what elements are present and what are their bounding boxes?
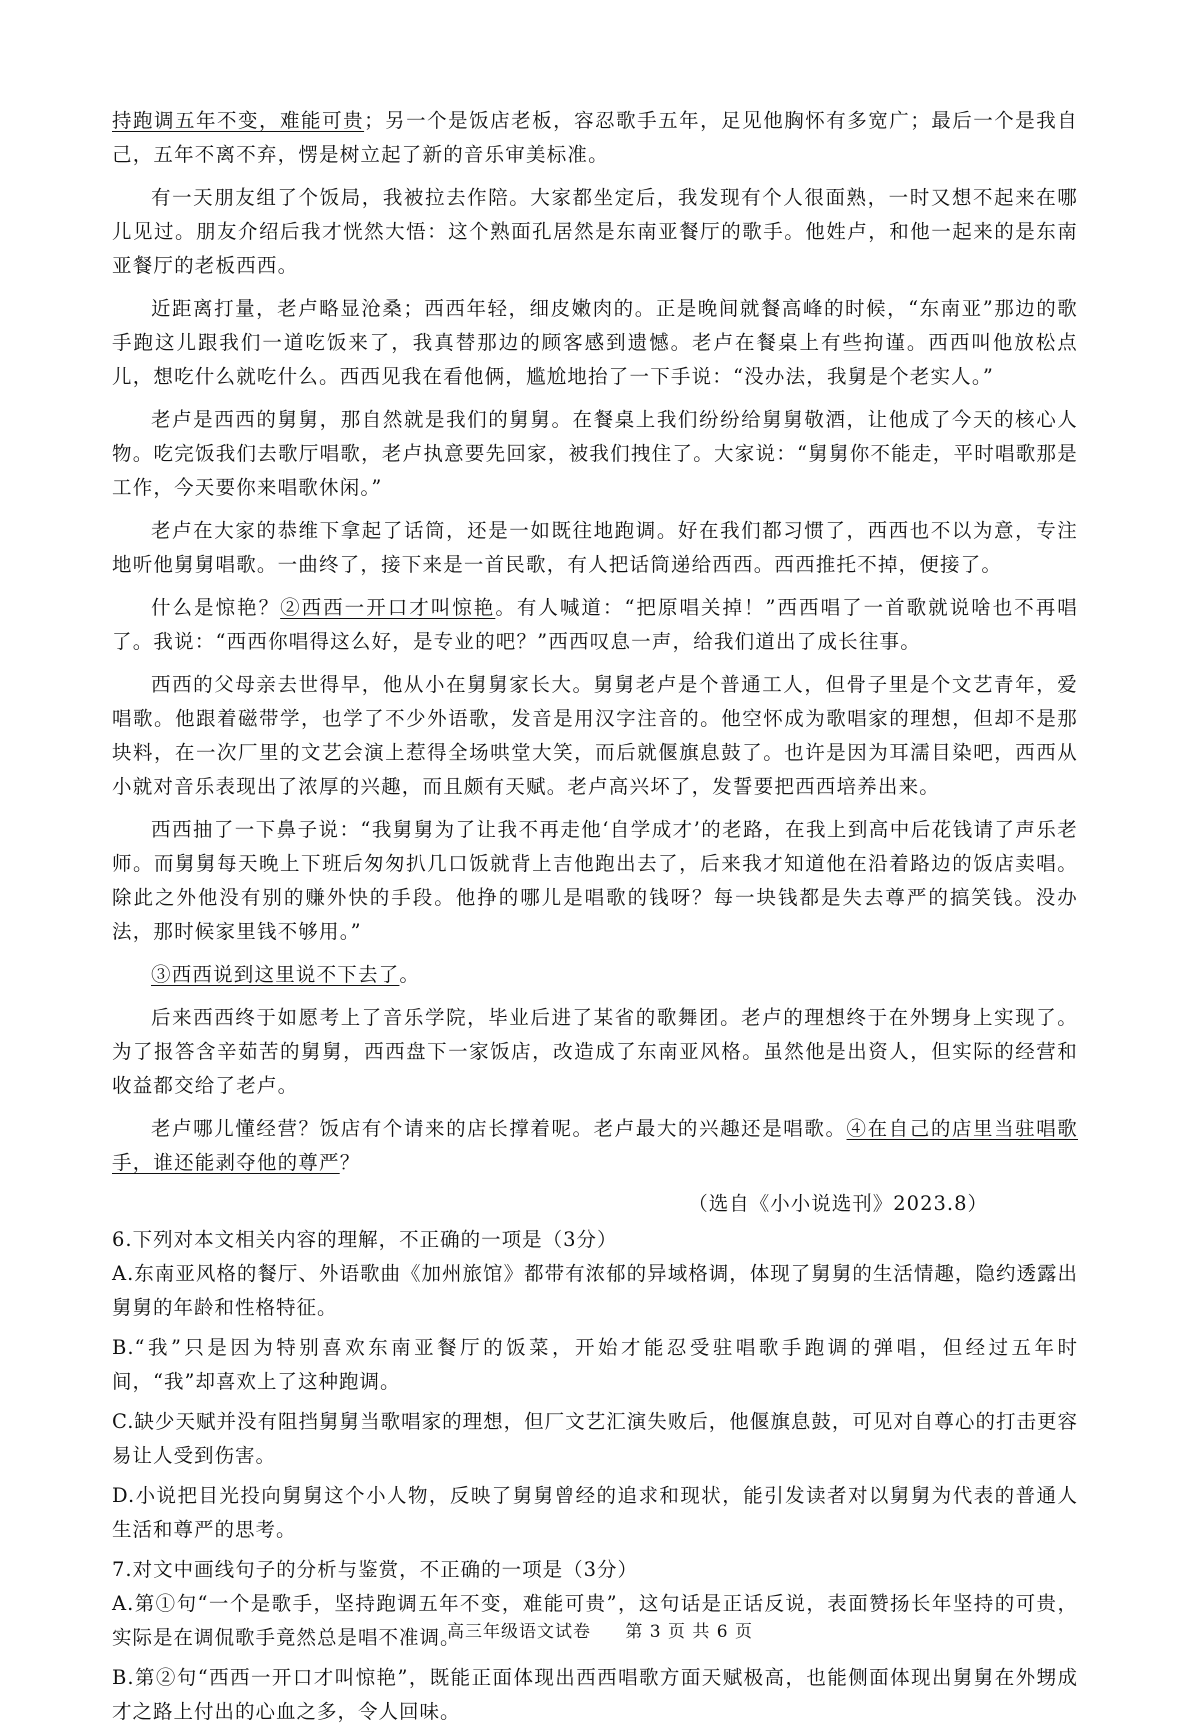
paragraph — [112, 958, 1078, 992]
question-7-stem: 7.对文中画线句子的分析与鉴赏，不正确的一项是（3分） — [112, 1558, 639, 1581]
question-7-option-a: A.第①句“一个是歌手，坚持跑调五年不变，难能可贵”，这句话是正话反说，表面赞扬长年坚持的可贵，实际是在调侃歌手竟然总是唱不准调。 — [112, 1592, 1078, 1649]
question-6-stem: 6.下列对本文相关内容的理解，不正确的一项是（3分） — [112, 1228, 618, 1251]
paragraph — [112, 591, 1078, 659]
underlined-sentence-1: 持跑调五年不变，难能可贵 — [112, 109, 365, 132]
paragraph-text: ；另一个是饭店老板，容忍歌手五年，足见他胸怀有多宽广；最后一个是我自己，五年不离不弃，愣是树立起了新的音乐审美标准。 — [112, 109, 1078, 166]
question-6-option-a: A.东南亚风格的餐厅、外语歌曲《加州旅馆》都带有浓郁的异域格调，体现了舅舅的生活情趣，隐约透露出舅舅的年龄和性格特征。 — [112, 1262, 1078, 1319]
paragraph: 西西的父母亲去世得早，他从小在舅舅家长大。舅舅老卢是个普通工人，但骨子里是个文艺青年，爱唱歌。他跟着磁带学，也学了不少外语歌，发音是用汉字注音的。他空怀成为歌唱家的理想，但却不是那块料，在一次厂里的文艺会演上惹得全场哄堂大笑，而后就偃旗息鼓了。也许是因为耳濡目染吧，西西从小就对音乐表现出了浓厚的兴趣，而且颇有天赋。老卢高兴坏了，发誓要把西西培养出来。 — [112, 673, 1078, 798]
underlined-sentence-4: ④在自己的店里当驻唱歌手，谁还能剥夺他的尊严 — [112, 1117, 1078, 1174]
paragraph-text: 。 — [399, 963, 421, 986]
paragraph: 老卢在大家的恭维下拿起了话筒，还是一如既往地跑调。好在我们都习惯了，西西也不以为意，专注地听他舅舅唱歌。一曲终了，接下来是一首民歌，有人把话筒递给西西。西西推托不掉，便接了。 — [112, 519, 1078, 576]
paragraph: 西西抽了一下鼻子说：“我舅舅为了让我不再走他‘自学成才’的老路，在我上到高中后花钱请了声乐老师。而舅舅每天晚上下班后匆匆扒几口饭就背上吉他跑出去了，后来我才知道他在沿着路边的饭店卖唱。除此之外他没有别的赚外快的手段。他挣的哪儿是唱歌的钱呀？每一块钱都是失去尊严的搞笑钱。没办法，那时候家里钱不够用。” — [112, 818, 1078, 943]
question-6-option-d: D.小说把目光投向舅舅这个小人物，反映了舅舅曾经的追求和现状，能引发读者对以舅舅为代表的普通人生活和尊严的思考。 — [112, 1484, 1078, 1541]
paragraph-text: 。有人喊道：“把原唱关掉！”西西唱了一首歌就说啥也不再唱了。我说：“西西你唱得这么好，是专业的吧？”西西叹息一声，给我们道出了成长往事。 — [112, 596, 1078, 653]
question-6-option-c: C.缺少天赋并没有阻挡舅舅当歌唱家的理想，但厂文艺汇演失败后，他偃旗息鼓，可见对自尊心的打击更容易让人受到伤害。 — [112, 1410, 1078, 1467]
underlined-sentence-3: ③西西说到这里说不下去了 — [151, 963, 400, 986]
paragraph-text: ？ — [339, 1151, 361, 1174]
underlined-sentence-2: ②西西一开口才叫惊艳 — [280, 596, 496, 619]
document-page — [112, 104, 1078, 1735]
paragraph: 有一天朋友组了个饭局，我被拉去作陪。大家都坐定后，我发现有个人很面熟，一时又想不起来在哪儿见过。朋友介绍后我才恍然大悟：这个熟面孔居然是东南亚餐厅的歌手。他姓卢，和他一起来的是东南亚餐厅的老板西西。 — [112, 186, 1078, 277]
page-number: 第 3 页 共 6 页 — [625, 1622, 754, 1642]
paragraph: 老卢是西西的舅舅，那自然就是我们的舅舅。在餐桌上我们纷纷给舅舅敬酒，让他成了今天的核心人物。吃完饭我们去歌厅唱歌，老卢执意要先回家，被我们拽住了。大家说：“舅舅你不能走，平时唱歌那是工作，今天要你来唱歌休闲。” — [112, 408, 1078, 499]
paragraph-continued — [112, 104, 1078, 172]
paragraph — [112, 1112, 1078, 1180]
page-footer — [0, 1617, 1200, 1642]
paragraph: 近距离打量，老卢略显沧桑；西西年轻，细皮嫩肉的。正是晚间就餐高峰的时候，“东南亚”那边的歌手跑这儿跟我们一道吃饭来了，我真替那边的顾客感到遗憾。老卢在餐桌上有些拘谨。西西叫他放松点儿，想吃什么就吃什么。西西见我在看他俩，尴尬地抬了一下手说：“没办法，我舅是个老实人。” — [112, 297, 1078, 388]
exam-title: 高三年级语文试卷 — [446, 1622, 591, 1642]
question-6-option-b: B.“我”只是因为特别喜欢东南亚餐厅的饭菜，开始才能忍受驻唱歌手跑调的弹唱，但经过五年时间，“我”却喜欢上了这种跑调。 — [112, 1336, 1078, 1393]
paragraph-text: 老卢哪儿懂经营？饭店有个请来的店长撑着呢。老卢最大的兴趣还是唱歌。 — [151, 1117, 847, 1140]
source-citation: （选自《小小说选刊》2023.8） — [688, 1192, 988, 1215]
paragraph-text: 什么是惊艳？ — [151, 596, 281, 619]
question-7-option-b: B.第②句“西西一开口才叫惊艳”，既能正面体现出西西唱歌方面天赋极高，也能侧面体现出舅舅在外甥成才之路上付出的心血之多，令人回味。 — [112, 1666, 1078, 1723]
paragraph: 后来西西终于如愿考上了音乐学院，毕业后进了某省的歌舞团。老卢的理想终于在外甥身上实现了。为了报答含辛茹苦的舅舅，西西盘下一家饭店，改造成了东南亚风格。虽然他是出资人，但实际的经营和收益都交给了老卢。 — [112, 1006, 1078, 1097]
